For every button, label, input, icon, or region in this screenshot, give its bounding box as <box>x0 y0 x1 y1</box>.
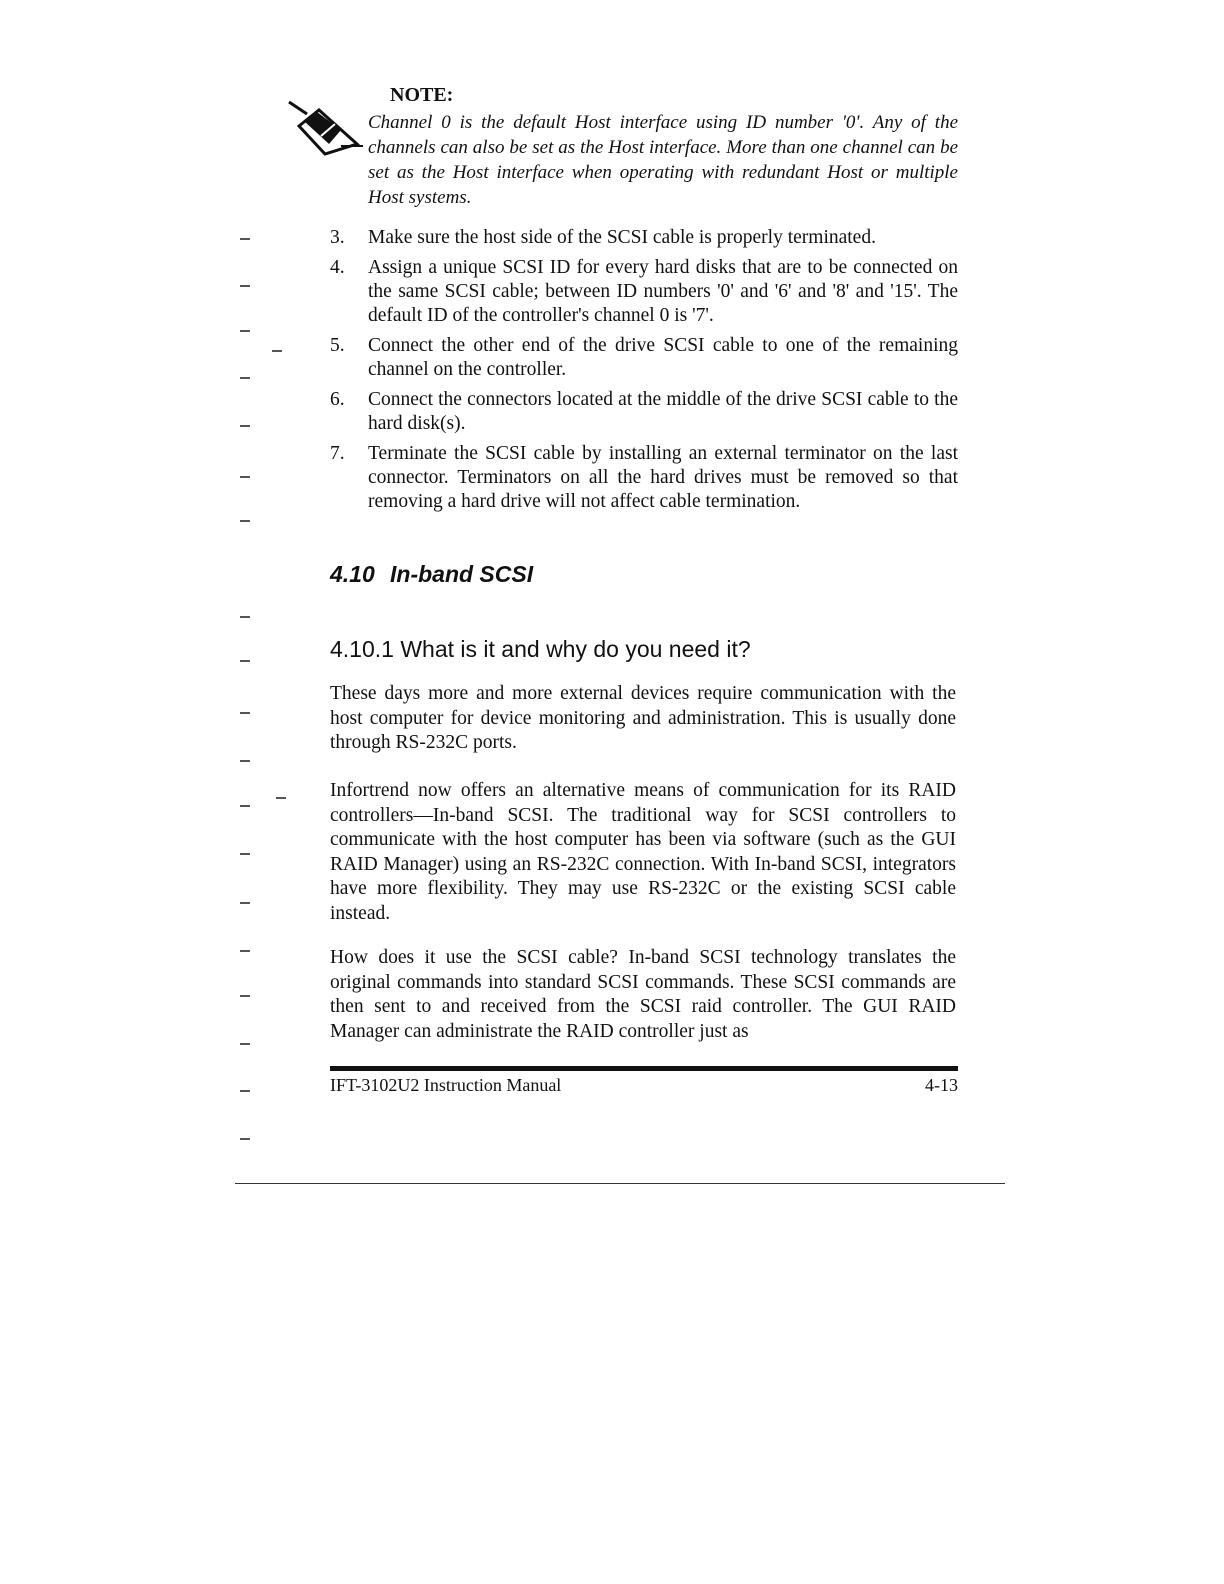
margin-mark <box>272 350 282 352</box>
margin-mark <box>240 760 250 762</box>
margin-mark <box>240 238 250 240</box>
step-number: 3. <box>330 227 345 248</box>
margin-mark <box>240 377 250 379</box>
margin-mark <box>240 1090 250 1092</box>
page-edge-rule <box>235 1183 1005 1184</box>
list-item <box>330 334 958 382</box>
margin-mark <box>240 520 250 522</box>
step-text: Connect the other end of the drive SCSI cable to one of the remaining channel on the controller. <box>368 335 958 380</box>
footer-rule <box>330 1066 958 1071</box>
paragraph: These days more and more external devices require communication with the host computer for device monitoring and administration. This is usually done through RS-232C ports. <box>330 683 956 753</box>
section-title: In-band SCSI <box>390 561 534 587</box>
paragraph: How does it use the SCSI cable? In-band SCSI technology translates the original commands into standard SCSI commands. These SCSI commands are then sent to and received from the SCSI raid controller. The GUI RAID Manager can administrate the RAID controller just as <box>330 947 956 1042</box>
steps-list <box>330 226 958 520</box>
margin-mark <box>276 797 286 799</box>
subsection-heading: 4.10.1 What is it and why do you need it? <box>330 636 751 662</box>
list-item <box>330 256 958 328</box>
list-item <box>330 442 958 514</box>
margin-mark <box>240 660 250 662</box>
note-title: NOTE: <box>390 84 454 106</box>
footer-manual-title: IFT-3102U2 Instruction Manual <box>330 1075 562 1095</box>
margin-mark <box>240 1138 250 1140</box>
margin-mark <box>240 1043 250 1045</box>
paragraph: Infortrend now offers an alternative means of communication for its RAID controllers—In-band SCSI. The traditional way for SCSI controllers to communicate with the host computer has been via software (such as the GUI RAID Manager) using an RS-232C connection. With In-band SCSI, integrators have more flexibility. They may use RS-232C or the existing SCSI cable instead. <box>330 780 956 924</box>
section-heading <box>330 561 533 588</box>
margin-mark <box>240 995 250 997</box>
step-text: Make sure the host side of the SCSI cable is properly terminated. <box>368 227 876 248</box>
pencil-on-paper-icon <box>285 100 365 156</box>
margin-mark <box>240 902 250 904</box>
margin-mark <box>240 950 250 952</box>
step-number: 6. <box>330 389 345 410</box>
margin-mark <box>240 805 250 807</box>
margin-mark <box>240 425 250 427</box>
list-item <box>330 388 958 436</box>
margin-mark <box>240 853 250 855</box>
step-number: 4. <box>330 257 345 278</box>
margin-mark <box>240 285 250 287</box>
footer-page-number: 4-13 <box>925 1075 958 1095</box>
margin-mark <box>240 712 250 714</box>
margin-mark <box>240 330 250 332</box>
section-number: 4.10 <box>330 561 375 587</box>
list-item <box>330 226 958 250</box>
step-text: Assign a unique SCSI ID for every hard disks that are to be connected on the same SCSI cable; between ID numbers '0' and '6' and '8' and '15'. The default ID of the controller's channel 0 is '7'. <box>368 257 958 326</box>
step-text: Connect the connectors located at the middle of the drive SCSI cable to the hard disk(s). <box>368 389 958 434</box>
margin-mark <box>240 476 250 478</box>
step-text: Terminate the SCSI cable by installing an external terminator on the last connector. Terminators on all the hard drives must be removed so that removing a hard drive will not affect cable termination. <box>368 443 958 512</box>
step-number: 7. <box>330 443 345 464</box>
note-body: Channel 0 is the default Host interface using ID number '0'. Any of the channels can also be set as the Host interface. More than one channel can be set as the Host interface when operating with redundant Host or multiple Host systems. <box>368 112 958 208</box>
step-number: 5. <box>330 335 345 356</box>
margin-mark <box>240 616 250 618</box>
